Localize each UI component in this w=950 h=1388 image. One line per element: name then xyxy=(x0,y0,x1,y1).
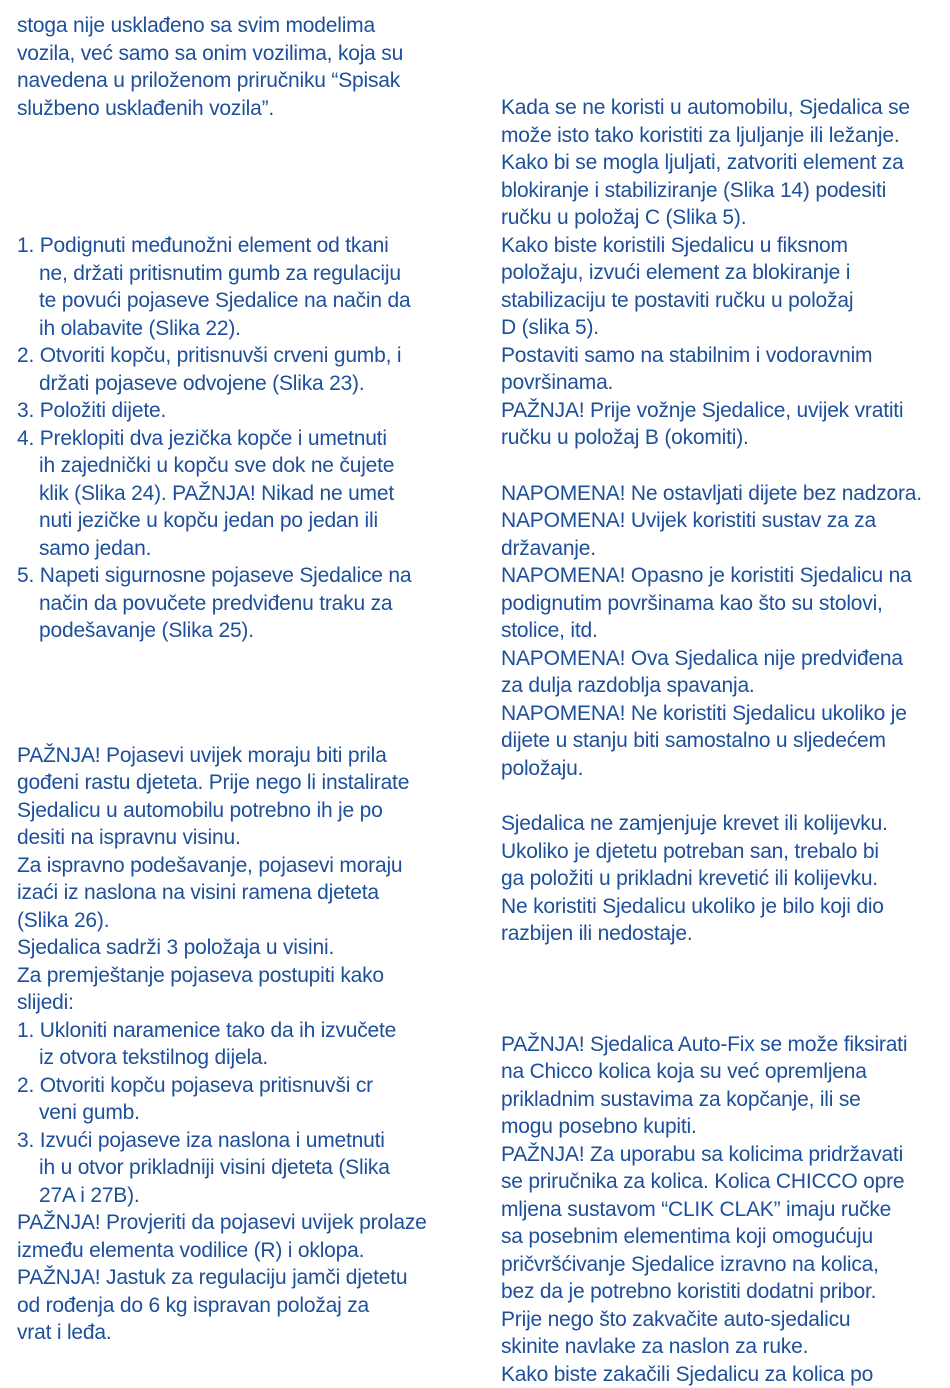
text-line: NAPOMENA! Opasno je koristiti Sjedalicu na xyxy=(501,562,939,590)
text-line: pričvršćivanje Sjedalice izravno na kolica, xyxy=(501,1251,939,1279)
text-line: Postaviti samo na stabilnim i vodoravnim xyxy=(501,342,939,370)
text-line: D (slika 5). xyxy=(501,314,939,342)
list-item-line: podešavanje (Slika 25). xyxy=(17,617,454,645)
harness-warnings xyxy=(17,1209,454,1347)
text-line: PAŽNJA! Provjeriti da pojasevi uvijek prolaze xyxy=(17,1209,454,1237)
text-line: Za ispravno podešavanje, pojasevi moraju xyxy=(17,852,454,880)
list-item-line: te povući pojaseve Sjedalice na način da xyxy=(17,287,454,315)
list-item xyxy=(17,425,454,563)
text-line: položaju, izvući element za blokiranje i xyxy=(501,259,939,287)
text-line: Prije nego što zakvačite auto-sjedalicu xyxy=(501,1306,939,1334)
list-item-line: klik (Slika 24). PAŽNJA! Nikad ne umet xyxy=(17,480,454,508)
sleep-paragraph xyxy=(501,810,939,948)
list-item-line: 2. Otvoriti kopču, pritisnuvši crveni gumb, i xyxy=(17,342,454,370)
text-line: mogu posebno kupiti. xyxy=(501,1113,939,1141)
list-item xyxy=(17,1017,454,1072)
list-item-line: 2. Otvoriti kopču pojaseva pritisnuvši cr xyxy=(17,1072,454,1100)
list-item xyxy=(17,1072,454,1127)
text-line: desiti na ispravnu visinu. xyxy=(17,824,454,852)
text-line: od rođenja do 6 kg ispravan položaj za xyxy=(17,1292,454,1320)
text-line: PAŽNJA! Za uporabu sa kolicima pridržavati xyxy=(501,1141,939,1169)
text-line: NAPOMENA! Ne koristiti Sjedalicu ukoliko je xyxy=(501,700,939,728)
list-item-line: 1. Podignuti međunožni element od tkani xyxy=(17,232,454,260)
text-line: Kako bi se mogla ljuljati, zatvoriti element za xyxy=(501,149,939,177)
list-item-line: veni gumb. xyxy=(17,1099,454,1127)
text-line: podignutim površinama kao što su stolovi, xyxy=(501,590,939,618)
text-line: službeno usklađenih vozila”. xyxy=(17,95,454,123)
stroller-paragraph xyxy=(501,1031,939,1388)
text-line: dijete u stanju biti samostalno u sljedećem xyxy=(501,727,939,755)
text-line: Kada se ne koristi u automobilu, Sjedalica se xyxy=(501,94,939,122)
text-line: površinama. xyxy=(501,369,939,397)
text-line: NAPOMENA! Uvijek koristiti sustav za za xyxy=(501,507,939,535)
text-line: NAPOMENA! Ova Sjedalica nije predviđena xyxy=(501,645,939,673)
text-line: PAŽNJA! Sjedalica Auto-Fix se može fiksirati xyxy=(501,1031,939,1059)
text-line: ručku u položaj B (okomiti). xyxy=(501,424,939,452)
text-line: Ukoliko je djetetu potreban san, trebalo bi xyxy=(501,838,939,866)
text-line: na Chicco kolica koja su već opremljena xyxy=(501,1058,939,1086)
list-item-line: ih zajednički u kopču sve dok ne čujete xyxy=(17,452,454,480)
list-item xyxy=(17,232,454,342)
list-item-line: nuti jezičke u kopču jedan po jedan ili xyxy=(17,507,454,535)
harness-steps-list xyxy=(17,1017,454,1210)
text-line: PAŽNJA! Jastuk za regulaciju jamči djetetu xyxy=(17,1264,454,1292)
notes-paragraph xyxy=(501,480,939,783)
text-line: stoga nije usklađeno sa svim modelima xyxy=(17,12,454,40)
text-line: mljena sustavom “CLIK CLAK” imaju ručke xyxy=(501,1196,939,1224)
text-line: navedena u priloženom priručniku “Spisak xyxy=(17,67,454,95)
list-item-line: ne, držati pritisnutim gumb za regulaciju xyxy=(17,260,454,288)
text-line: prikladnim sustavima za kopčanje, ili se xyxy=(501,1086,939,1114)
list-item xyxy=(17,562,454,645)
text-line: sa posebnim elementima koji omogućuju xyxy=(501,1223,939,1251)
text-line: Sjedalica sadrži 3 položaja u visini. xyxy=(17,934,454,962)
list-item-line: 3. Izvući pojaseve iza naslona i umetnuti xyxy=(17,1127,454,1155)
text-line: blokiranje i stabiliziranje (Slika 14) podesiti xyxy=(501,177,939,205)
text-line: može isto tako koristiti za ljuljanje ili ležanje. xyxy=(501,122,939,150)
text-line: NAPOMENA! Ne ostavljati dijete bez nadzora. xyxy=(501,480,939,508)
text-line: ga položiti u prikladni krevetić ili kolijevku. xyxy=(501,865,939,893)
text-line: skinite navlake za naslon za ruke. xyxy=(501,1333,939,1361)
text-line: (Slika 26). xyxy=(17,907,454,935)
text-line: Kako biste koristili Sjedalicu u fiksnom xyxy=(501,232,939,260)
text-line: državanje. xyxy=(501,535,939,563)
text-line: ručku u položaj C (Slika 5). xyxy=(501,204,939,232)
list-item-line: ih u otvor prikladniji visini djeteta (Slika xyxy=(17,1154,454,1182)
harness-adjustment-paragraph xyxy=(17,742,454,1017)
list-item-line: 1. Ukloniti naramenice tako da ih izvučete xyxy=(17,1017,454,1045)
text-line: Kako biste zakačili Sjedalicu za kolica po xyxy=(501,1361,939,1388)
list-item-line: iz otvora tekstilnog dijela. xyxy=(17,1044,454,1072)
text-line: izaći iz naslona na visini ramena djeteta xyxy=(17,879,454,907)
text-line: PAŽNJA! Pojasevi uvijek moraju biti prila xyxy=(17,742,454,770)
text-line: Ne koristiti Sjedalicu ukoliko je bilo koji dio xyxy=(501,893,939,921)
list-item-line: ih olabavite (Slika 22). xyxy=(17,315,454,343)
text-line: Sjedalicu u automobilu potrebno ih je po xyxy=(17,797,454,825)
text-line: Za premještanje pojaseva postupiti kako xyxy=(17,962,454,990)
text-line: se priručnika za kolica. Kolica CHICCO opre xyxy=(501,1168,939,1196)
text-line: razbijen ili nedostaje. xyxy=(501,920,939,948)
text-line: gođeni rastu djeteta. Prije nego li instalirate xyxy=(17,769,454,797)
compatibility-paragraph xyxy=(17,12,454,122)
list-item-line: način da povučete predviđenu traku za xyxy=(17,590,454,618)
text-line: za dulja razdoblja spavanja. xyxy=(501,672,939,700)
list-item-line: 3. Položiti dijete. xyxy=(17,397,454,425)
text-line: stolice, itd. xyxy=(501,617,939,645)
rocking-paragraph xyxy=(501,94,939,452)
left-column xyxy=(17,12,454,1347)
list-item xyxy=(17,342,454,397)
list-item xyxy=(17,1127,454,1210)
text-line: bez da je potrebno koristiti dodatni pribor. xyxy=(501,1278,939,1306)
text-line: Sjedalica ne zamjenjuje krevet ili kolijevku. xyxy=(501,810,939,838)
list-item-line: 5. Napeti sigurnosne pojaseve Sjedalice na xyxy=(17,562,454,590)
list-item-line: 4. Preklopiti dva jezička kopče i umetnuti xyxy=(17,425,454,453)
list-item xyxy=(17,397,454,425)
text-line: vozila, već samo sa onim vozilima, koja su xyxy=(17,40,454,68)
text-line: stabilizaciju te postaviti ručku u položaj xyxy=(501,287,939,315)
text-line: položaju. xyxy=(501,755,939,783)
right-column xyxy=(501,94,939,1388)
text-line: vrat i leđa. xyxy=(17,1319,454,1347)
installation-steps-list xyxy=(17,232,454,645)
list-item-line: samo jedan. xyxy=(17,535,454,563)
text-line: slijedi: xyxy=(17,989,454,1017)
text-line: PAŽNJA! Prije vožnje Sjedalice, uvijek vratiti xyxy=(501,397,939,425)
text-line: između elementa vodilice (R) i oklopa. xyxy=(17,1237,454,1265)
list-item-line: 27A i 27B). xyxy=(17,1182,454,1210)
list-item-line: držati pojaseve odvojene (Slika 23). xyxy=(17,370,454,398)
